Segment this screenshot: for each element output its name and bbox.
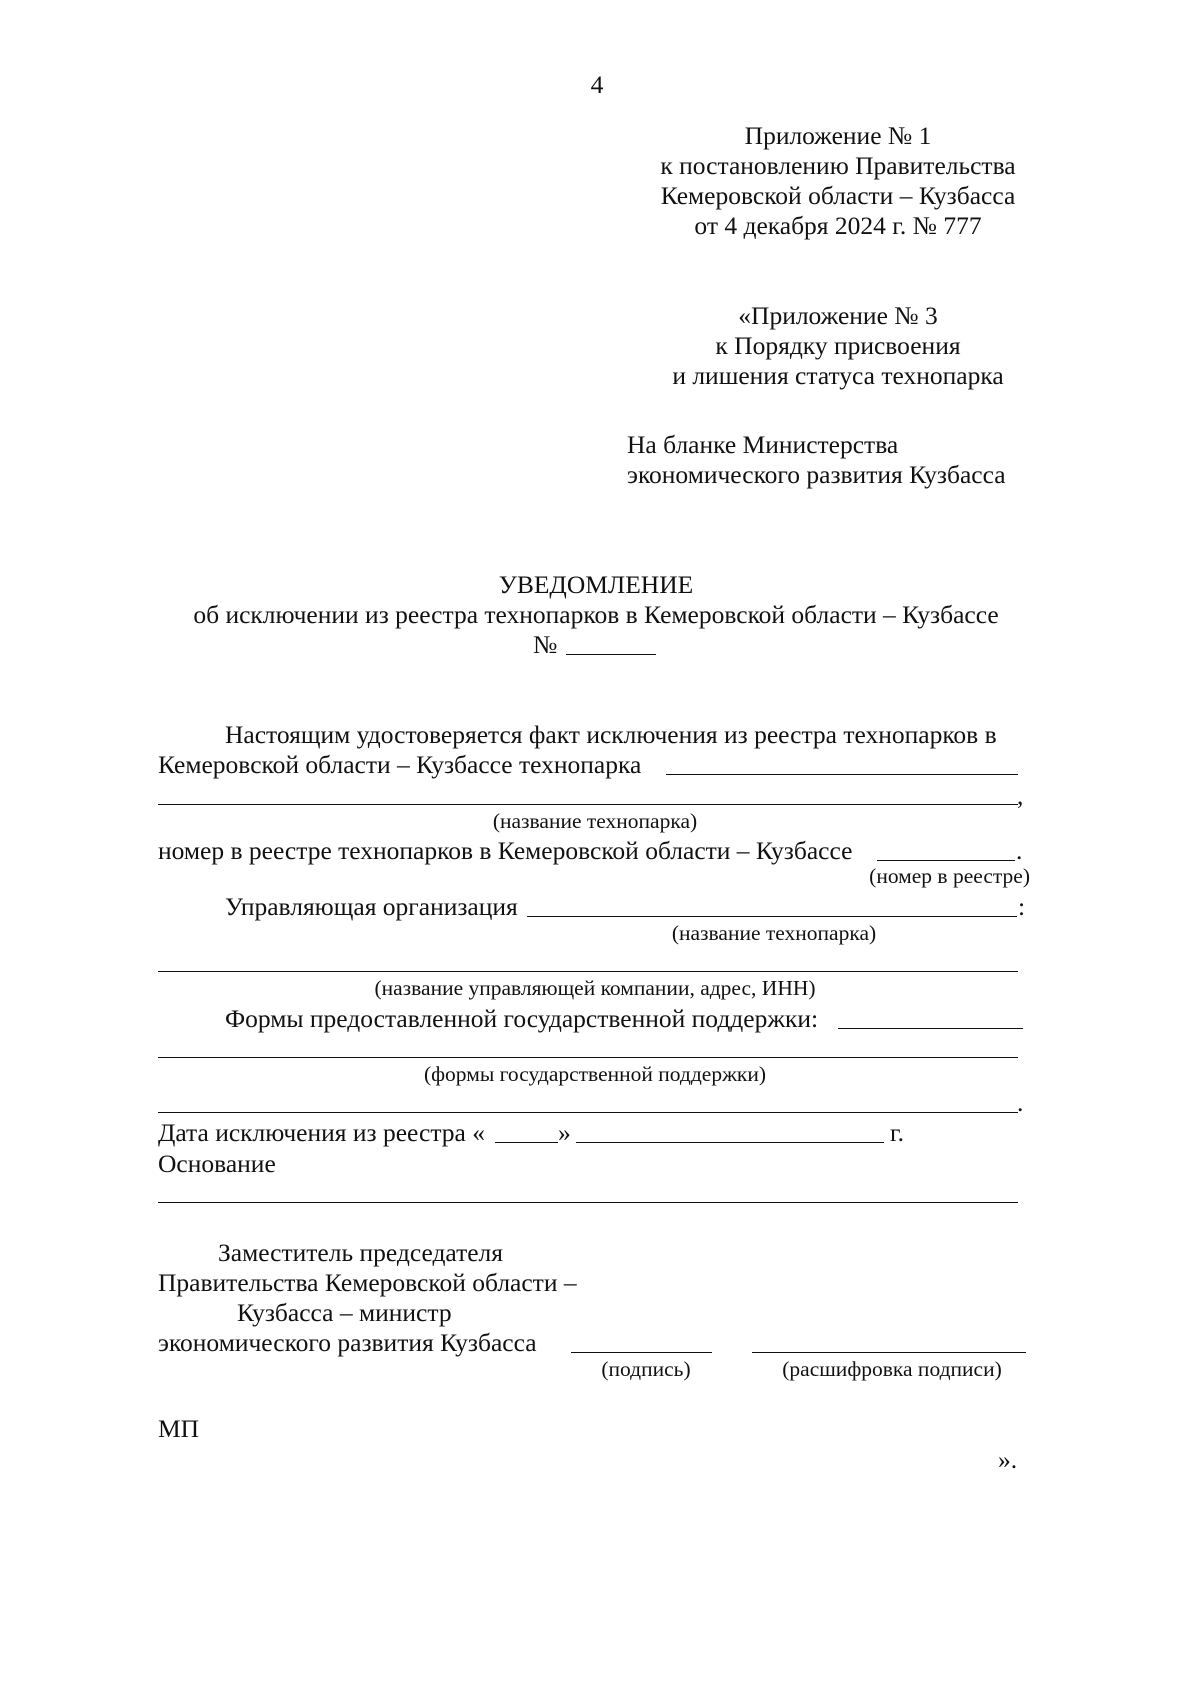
appendix-3-line-3: и лишения статуса технопарка <box>672 361 1004 390</box>
signatory-line-2: Правительства Кемеровской области – <box>158 1268 577 1297</box>
page-number: 4 <box>590 70 604 99</box>
technopark-name-blank-line-2 <box>158 804 1018 805</box>
letterhead-line-1: На бланке Министерства <box>627 430 899 459</box>
stamp-label: МП <box>158 1414 200 1443</box>
exclusion-month-year-blank-line <box>576 1142 884 1143</box>
registry-number-label: номер в реестре технопарков в Кемеровской области – Кузбассе <box>158 836 853 865</box>
support-forms-label: Формы предоставленной государственной поддержки: <box>225 1004 819 1033</box>
title-subheading: об исключении из реестра технопарков в Кемеровской области – Кузбассе <box>193 600 999 629</box>
hint-technopark-name: (название технопарка) <box>492 809 698 833</box>
signature-blank-line <box>571 1352 712 1353</box>
support-forms-period: . <box>1017 1088 1024 1117</box>
hint-signature-decoding: (расшифровка подписи) <box>782 1357 1002 1381</box>
appendix-3-line-2: к Порядку присвоения <box>715 331 961 360</box>
appendix-3-title: «Приложение № 3 <box>738 301 938 330</box>
appendix-1-title: Приложение № 1 <box>744 121 932 150</box>
number-blank-line <box>566 654 656 655</box>
registry-number-period: . <box>1016 836 1023 865</box>
exclusion-day-blank-line <box>495 1142 558 1143</box>
signature-decoding-blank-line <box>752 1352 1026 1353</box>
letterhead-line-2: экономического развития Кузбасса <box>627 460 1006 489</box>
closing-quote: ». <box>998 1445 1018 1474</box>
managing-org-label: Управляющая организация <box>225 892 518 921</box>
hint-signature: (подпись) <box>601 1357 691 1381</box>
basis-blank-line <box>158 1202 1018 1203</box>
year-suffix: г. <box>890 1118 904 1147</box>
signatory-line-3: Кузбасса – министр <box>237 1298 452 1327</box>
title-heading: УВЕДОМЛЕНИЕ <box>498 570 694 599</box>
body-paragraph-line-1: Настоящим удостоверяется факт исключения из реестра технопарков в <box>225 720 997 749</box>
signatory-line-4: экономического развития Кузбасса <box>158 1328 537 1357</box>
managing-org-blank-line <box>527 916 1017 917</box>
signatory-line-1: Заместитель председателя <box>218 1238 503 1267</box>
technopark-name-blank-line <box>666 774 1018 775</box>
managing-company-blank-line <box>158 971 1018 972</box>
appendix-1-line-2: к постановлению Правительства <box>660 151 1016 180</box>
support-forms-blank-line-3 <box>158 1112 1018 1113</box>
support-forms-blank-line-2 <box>158 1057 1018 1058</box>
exclusion-date-close-quote: » <box>558 1118 571 1147</box>
body-paragraph-line-2: Кемеровской области – Кузбассе технопарка <box>158 750 642 779</box>
registry-number-blank-line <box>877 860 1015 861</box>
managing-org-colon: : <box>1018 892 1026 921</box>
hint-support-forms: (формы государственной поддержки) <box>423 1062 767 1086</box>
exclusion-date-label: Дата исключения из реестра « <box>158 1118 485 1147</box>
hint-registry-number: (номер в реестре) <box>869 864 1030 888</box>
hint-managing-company: (название управляющей компании, адрес, ИНН) <box>374 976 816 1000</box>
number-label: № <box>533 630 558 659</box>
basis-label: Основание <box>158 1149 276 1178</box>
appendix-1-line-3: Кемеровской области – Кузбасса <box>660 181 1016 210</box>
appendix-1-date: от 4 декабря 2024 г. № 777 <box>694 211 982 240</box>
hint-technopark-name-2: (название технопарка) <box>671 921 877 945</box>
comma: , <box>1017 781 1024 810</box>
support-forms-blank-line <box>838 1028 1023 1029</box>
